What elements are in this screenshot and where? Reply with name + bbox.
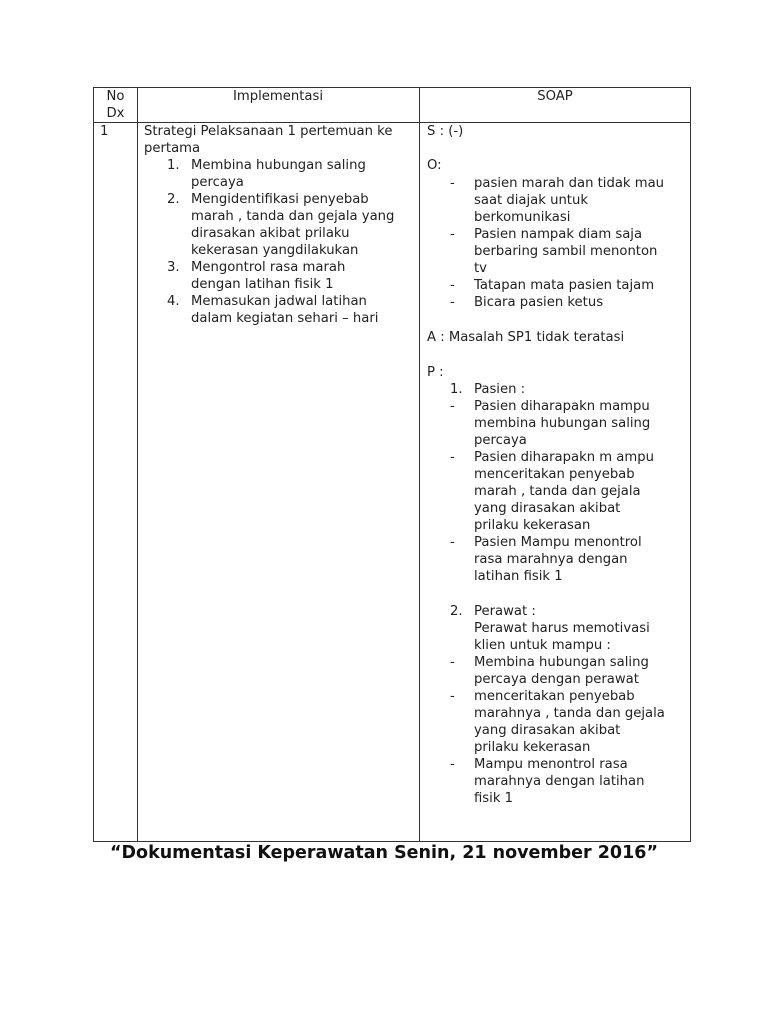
- o-line: Pasien nampak diam saja: [474, 227, 643, 242]
- item-line: kekerasan yangdilakukan: [191, 243, 359, 258]
- p2-line: Membina hubungan saling: [474, 655, 649, 670]
- intro-line: pertama: [144, 141, 201, 156]
- p1-line: prilaku kekerasan: [474, 518, 591, 533]
- soap-a: A : Masalah SP1 tidak teratasi: [427, 330, 625, 345]
- dash-bullet: -: [450, 227, 455, 242]
- header-soap: SOAP: [537, 89, 573, 104]
- p1-line: rasa marahnya dengan: [474, 552, 628, 567]
- o-item: [450, 294, 664, 311]
- p1-item: [450, 449, 654, 534]
- p2-item: [450, 688, 665, 756]
- implementasi-item: [167, 191, 395, 259]
- soap-o-label: O:: [427, 158, 442, 173]
- implementasi-item: [167, 293, 394, 327]
- p1-line: menceritakan penyebab: [474, 467, 635, 482]
- o-line: berkomunikasi: [474, 210, 571, 225]
- item-line: dirasakan akibat prilaku: [191, 226, 350, 241]
- p2-title: [474, 603, 650, 654]
- o-item: [450, 175, 665, 226]
- intro-line: Strategi Pelaksanaan 1 pertemuan ke: [144, 124, 393, 139]
- p2-line: prilaku kekerasan: [474, 740, 591, 755]
- o-line: tv: [474, 261, 487, 276]
- header-dx: Dx: [106, 106, 125, 121]
- row-number: 1: [100, 124, 109, 139]
- p2-item: [450, 756, 665, 807]
- p1-line: Pasien diharapakn mampu: [474, 399, 650, 414]
- p2-line: marahnya , tanda dan gejala: [474, 706, 665, 721]
- p1-title: Pasien :: [474, 382, 526, 397]
- o-line: saat diajak untuk: [474, 193, 588, 208]
- dash-bullet: -: [450, 295, 455, 310]
- p2-number: 2.: [450, 604, 463, 619]
- p2-line: fisik 1: [474, 791, 514, 806]
- p1-line: marah , tanda dan gejala: [474, 484, 641, 499]
- column-divider: [419, 88, 420, 841]
- item-line: dalam kegiatan sehari – hari: [191, 311, 379, 326]
- item-line: marah , tanda dan gejala yang: [191, 209, 395, 224]
- implementasi-item: [167, 157, 394, 191]
- header-no-dx: [94, 88, 137, 122]
- item-line: Mengidentifikasi penyebab: [191, 192, 369, 207]
- dash-bullet: -: [450, 278, 455, 293]
- p1-number: 1.: [450, 382, 463, 397]
- item-line: Memasukan jadwal latihan: [191, 294, 367, 309]
- dash-bullet: -: [450, 535, 455, 550]
- implementasi-list: [167, 157, 395, 327]
- dash-bullet: -: [450, 689, 455, 704]
- o-line: Tatapan mata pasien tajam: [474, 278, 655, 293]
- item-line: percaya: [191, 175, 244, 190]
- item-number: 4.: [167, 294, 180, 309]
- p1-item: [450, 398, 654, 449]
- item-number: 3.: [167, 260, 180, 275]
- dash-bullet: -: [450, 176, 455, 191]
- soap-o-list: [450, 175, 665, 311]
- p1-line: percaya: [474, 433, 527, 448]
- header-no: No: [106, 89, 125, 104]
- p2-title-line: Perawat harus memotivasi: [474, 621, 650, 636]
- p2-line: yang dirasakan akibat: [474, 723, 621, 738]
- dash-bullet: -: [450, 655, 455, 670]
- o-line: Bicara pasien ketus: [474, 295, 604, 310]
- p1-item: [450, 534, 654, 585]
- header-implementasi: Implementasi: [233, 89, 323, 104]
- p2-line: menceritakan penyebab: [474, 689, 635, 704]
- soap-p1-list: [450, 398, 654, 585]
- column-divider: [137, 88, 138, 841]
- soap-table: [93, 87, 691, 842]
- p2-line: marahnya dengan latihan: [474, 774, 645, 789]
- p1-line: latihan fisik 1: [474, 569, 563, 584]
- p1-line: membina hubungan saling: [474, 416, 651, 431]
- p1-line: yang dirasakan akibat: [474, 501, 621, 516]
- p2-title-line: Perawat :: [474, 604, 536, 619]
- item-line: Membina hubungan saling: [191, 158, 366, 173]
- p2-line: Mampu menontrol rasa: [474, 757, 628, 772]
- p2-line: percaya dengan perawat: [474, 672, 639, 687]
- item-number: 2.: [167, 192, 180, 207]
- p2-title-line: klien untuk mampu :: [474, 638, 611, 653]
- soap-p2-list: [450, 654, 665, 807]
- p1-line: Pasien Mampu menontrol: [474, 535, 642, 550]
- document-footer: “Dokumentasi Keperawatan Senin, 21 november 2016”: [110, 843, 658, 863]
- item-line: Mengontrol rasa marah: [191, 260, 346, 275]
- soap-p-label: P :: [427, 365, 444, 380]
- item-line: dengan latihan fisik 1: [191, 277, 334, 292]
- implementasi-intro: [144, 123, 392, 157]
- p2-item: [450, 654, 665, 688]
- o-line: berbaring sambil menonton: [474, 244, 658, 259]
- soap-s: S : (-): [427, 124, 464, 139]
- dash-bullet: -: [450, 450, 455, 465]
- item-number: 1.: [167, 158, 180, 173]
- o-item: [450, 226, 664, 277]
- dash-bullet: -: [450, 399, 455, 414]
- o-line: pasien marah dan tidak mau: [474, 176, 665, 191]
- dash-bullet: -: [450, 757, 455, 772]
- p1-line: Pasien diharapakn m ampu: [474, 450, 654, 465]
- o-item: [450, 277, 664, 294]
- implementasi-item: [167, 259, 394, 293]
